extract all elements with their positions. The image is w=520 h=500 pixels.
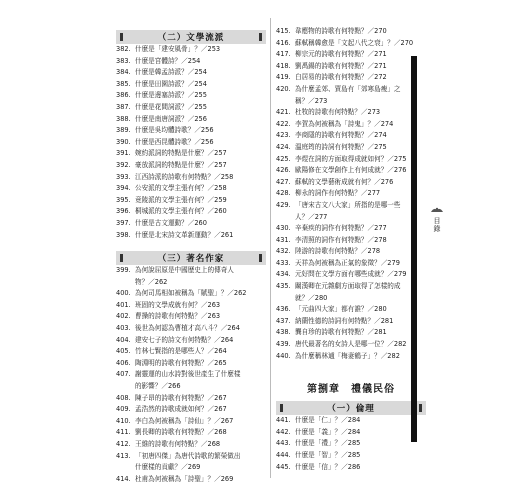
entry-number: 419. xyxy=(276,73,291,82)
toc-entry[interactable] xyxy=(276,269,426,281)
entry-text: 什麼是「仁」？／284 xyxy=(295,416,361,425)
entry-number: 404. xyxy=(116,335,131,344)
toc-entry[interactable] xyxy=(116,67,266,79)
entry-number: 432. xyxy=(276,247,291,256)
entry-number: 386. xyxy=(116,91,131,100)
entry-text: 什麼是西昆體詩歌？／256 xyxy=(135,137,214,146)
entry-number: 413. xyxy=(116,451,131,460)
entry-text-continued: 什麼樣的貢獻？／269 xyxy=(135,463,201,472)
entry-number: 436. xyxy=(276,305,291,314)
entry-number: 400. xyxy=(116,289,131,298)
entry-number: 415. xyxy=(276,27,291,35)
entry-text: 「元曲四大家」都有誰？／280 xyxy=(295,305,387,314)
toc-entry[interactable] xyxy=(276,223,426,235)
entry-number: 429. xyxy=(276,200,291,209)
entry-text: 為什麼稱林逋「梅妻鶴子」？／282 xyxy=(295,351,400,360)
toc-entry[interactable] xyxy=(116,393,266,405)
entry-text: 什麼是南唐詞派？／256 xyxy=(135,114,207,123)
entry-number: 428. xyxy=(276,189,291,198)
entry-number: 431. xyxy=(276,235,291,244)
toc-entry[interactable] xyxy=(116,160,266,172)
entry-text: 竟陵派的文學主張有何？／259 xyxy=(135,195,227,204)
section-title: （二）文學流派 xyxy=(157,33,225,43)
entry-number: 407. xyxy=(116,370,131,379)
entry-text: 什麼是「義」？／284 xyxy=(295,427,361,436)
entry-number: 409. xyxy=(116,405,131,414)
entry-number: 401. xyxy=(116,300,131,309)
entry-text: 什麼是宮體詩？／254 xyxy=(135,56,201,65)
toc-entry[interactable] xyxy=(116,44,266,56)
toc-entry[interactable] xyxy=(276,415,426,427)
entry-text: 柳宗元的詩歌有何特點？／271 xyxy=(295,50,387,59)
toc-entry[interactable] xyxy=(276,177,426,189)
entry-number: 421. xyxy=(276,108,291,117)
entry-text: 「初唐四傑」為唐代詩歌的繁榮做出 xyxy=(135,451,241,460)
toc-entry[interactable] xyxy=(116,56,266,68)
entry-number: 410. xyxy=(116,416,131,425)
toc-entry[interactable] xyxy=(276,200,426,223)
entry-text: 蘇軾的文學藝術成就有何？／276 xyxy=(295,177,394,186)
entry-text: 李煜在詞的方面取得成就如何？／275 xyxy=(295,154,407,163)
toc-entry[interactable] xyxy=(116,335,266,347)
entry-text: 白居易的詩歌有何特點？／272 xyxy=(295,73,387,82)
toc-entry[interactable] xyxy=(276,304,426,316)
entry-text: 曹操的詩歌有何特點？／263 xyxy=(135,312,221,321)
entry-text: 天祥為何被稱為正氣的象徵？／279 xyxy=(295,258,400,267)
entry-text: 為什麼孟郊、賈島有「郊寒島瘦」之 xyxy=(295,84,401,93)
entry-text: 唐代最著名的女詩人是哪一位？／282 xyxy=(295,340,407,349)
entry-number: 427. xyxy=(276,177,291,186)
entry-text: 陳子昂的詩歌有何特點？／267 xyxy=(135,393,227,402)
entry-number: 424. xyxy=(276,142,291,151)
entry-text: 龔自珍的詩歌有何特點？／281 xyxy=(295,328,387,337)
entry-number: 412. xyxy=(116,440,131,448)
entry-number: 389. xyxy=(116,126,131,135)
entry-text: 什麼是花間詞派？／255 xyxy=(135,102,207,111)
column-divider xyxy=(270,18,271,478)
entry-number: 408. xyxy=(116,393,131,402)
toc-entry[interactable] xyxy=(116,323,266,335)
entry-number: 417. xyxy=(276,50,291,59)
entry-text: 什麼是北宋詩文革新運動？／261 xyxy=(135,230,234,239)
entry-text-continued: 人？／277 xyxy=(295,212,328,221)
entry-text: 什麼是邊塞詩派？／255 xyxy=(135,91,207,100)
toc-list-literary-schools xyxy=(116,44,266,241)
toc-entry[interactable] xyxy=(116,439,266,451)
entry-text: 什麼是韓孟詩派？／254 xyxy=(135,68,207,77)
toc-entry[interactable] xyxy=(276,165,426,177)
toc-entry[interactable] xyxy=(276,107,426,119)
entry-text-continued: 就？／280 xyxy=(295,293,328,302)
entry-text: 劉禹錫的詩歌有何特點？／271 xyxy=(295,61,387,70)
entry-text: 李商隱的詩歌有何特點？／274 xyxy=(295,131,387,140)
toc-entry[interactable] xyxy=(276,38,426,50)
toc-entry[interactable] xyxy=(276,235,426,247)
entry-number: 445. xyxy=(276,462,291,471)
section-heading-ethics xyxy=(276,401,426,415)
entry-text: 什麼是古文運動？／260 xyxy=(135,218,207,227)
toc-list-famous-writers xyxy=(116,265,266,485)
entry-number: 442. xyxy=(276,427,291,436)
entry-number: 383. xyxy=(116,56,131,65)
entry-text: 蘇軾稱韓愈是「文起八代之衰」？／270 xyxy=(295,38,414,47)
toc-entry[interactable] xyxy=(276,84,426,107)
entry-text: 韋應物的詩歌有何特點？／270 xyxy=(295,27,387,35)
entry-text: 王維的詩歌有何特點？／268 xyxy=(135,440,221,448)
entry-number: 443. xyxy=(276,439,291,448)
entry-number: 441. xyxy=(276,416,291,425)
entry-text: 李白為何被稱為「詩仙」？／267 xyxy=(135,416,234,425)
entry-number: 422. xyxy=(276,119,291,128)
entry-text: 為何說屈原是中國歷史上的傳奇人 xyxy=(135,266,234,275)
entry-text-continued: 物？／262 xyxy=(135,277,168,286)
entry-number: 411. xyxy=(116,428,131,437)
toc-entry[interactable] xyxy=(276,351,426,363)
toc-entry[interactable] xyxy=(116,183,266,195)
entry-number: 382. xyxy=(116,45,131,53)
toc-entry[interactable] xyxy=(116,404,266,416)
entry-text: 後世為何認為曹植才高八斗？／264 xyxy=(135,324,240,333)
toc-entry[interactable] xyxy=(116,346,266,358)
toc-entry[interactable] xyxy=(276,142,426,154)
toc-entry[interactable] xyxy=(276,130,426,142)
entry-text: 什麼是吳均體詩歌？／256 xyxy=(135,126,214,135)
entry-text: 班固的文學成就有何？／263 xyxy=(135,300,221,309)
toc-entry[interactable] xyxy=(116,148,266,160)
entry-text: 桐城派的文學主張有何？／260 xyxy=(135,207,227,216)
toc-entry[interactable] xyxy=(276,327,426,339)
toc-entry[interactable] xyxy=(116,427,266,439)
entry-text: 婉約派詞的特點是什麼？／257 xyxy=(135,149,227,158)
entry-text: 歐陽修在文學創作上有何成就？／276 xyxy=(295,166,407,175)
entry-text: 陶淵明的詩歌有何特點？／265 xyxy=(135,358,227,367)
entry-text-continued: 稱？／273 xyxy=(295,96,328,105)
toc-entry[interactable] xyxy=(276,281,426,304)
toc-entry[interactable] xyxy=(276,188,426,200)
entry-text: 什麼是「建安風骨」？／253 xyxy=(135,45,221,53)
entry-number: 390. xyxy=(116,137,131,146)
entry-text: 謝靈運的山水詩對後世產生了什麼樣 xyxy=(135,370,241,379)
toc-entry[interactable] xyxy=(116,416,266,428)
entry-text: 關漢卿在元雜劇方面取得了怎樣的成 xyxy=(295,282,401,291)
toc-entry[interactable] xyxy=(116,206,266,218)
ornament-icon xyxy=(430,206,444,214)
entry-text: 李賀為何被稱為「詩鬼」？／274 xyxy=(295,119,394,128)
page-edge-tab xyxy=(411,56,417,442)
side-label xyxy=(430,206,444,237)
entry-number: 426. xyxy=(276,166,291,175)
entry-number: 423. xyxy=(276,131,291,140)
toc-entry[interactable] xyxy=(116,195,266,207)
toc-entry[interactable] xyxy=(116,230,266,242)
toc-entry[interactable] xyxy=(116,265,266,288)
chapter-title: 第捌章 禮儀民俗 xyxy=(307,384,395,396)
left-column xyxy=(116,30,266,485)
toc-entry[interactable] xyxy=(276,438,426,450)
entry-number: 391. xyxy=(116,149,131,158)
entry-number: 406. xyxy=(116,358,131,367)
entry-number: 434. xyxy=(276,270,291,279)
entry-text: 杜甫為何被稱為「詩聖」？／269 xyxy=(135,474,234,483)
toc-entry[interactable] xyxy=(276,154,426,166)
entry-number: 430. xyxy=(276,224,291,233)
entry-number: 420. xyxy=(276,84,291,93)
entry-number: 397. xyxy=(116,218,131,227)
entry-number: 387. xyxy=(116,102,131,111)
section-heading-famous-writers xyxy=(116,251,266,265)
entry-number: 388. xyxy=(116,114,131,123)
entry-text: 柳永的詞作有何特點？／277 xyxy=(295,189,381,198)
entry-number: 405. xyxy=(116,347,131,356)
right-column xyxy=(276,26,426,473)
toc-entry[interactable] xyxy=(276,26,426,38)
toc-list-writers-continued xyxy=(276,26,426,362)
entry-number: 418. xyxy=(276,61,291,70)
entry-number: 393. xyxy=(116,172,131,181)
entry-number: 402. xyxy=(116,312,131,321)
toc-entry[interactable] xyxy=(276,316,426,328)
entry-text: 什麼是「禮」？／285 xyxy=(295,439,361,448)
toc-entry[interactable] xyxy=(116,114,266,126)
entry-text: 劉長卿的詩歌有何特點？／268 xyxy=(135,428,227,437)
entry-text: 竹林七賢指的是哪些人？／264 xyxy=(135,347,227,356)
entry-number: 392. xyxy=(116,160,131,169)
toc-entry[interactable] xyxy=(116,311,266,323)
toc-entry[interactable] xyxy=(276,427,426,439)
entry-text: 納蘭性德的詩詞有何特點？／281 xyxy=(295,316,394,325)
toc-entry[interactable] xyxy=(116,218,266,230)
entry-text: 杜牧的詩歌有何特點？／273 xyxy=(295,108,381,117)
section-heading-literary-schools xyxy=(116,30,266,44)
entry-number: 398. xyxy=(116,230,131,239)
entry-number: 425. xyxy=(276,154,291,163)
toc-entry[interactable] xyxy=(116,300,266,312)
entry-number: 435. xyxy=(276,282,291,291)
toc-entry[interactable] xyxy=(276,339,426,351)
entry-number: 395. xyxy=(116,195,131,204)
entry-number: 394. xyxy=(116,184,131,193)
entry-number: 385. xyxy=(116,79,131,88)
entry-text: 李清照的詞作有何特點？／278 xyxy=(295,235,387,244)
entry-text: 為何司馬相如被稱為「賦聖」？／262 xyxy=(135,289,247,298)
toc-entry[interactable] xyxy=(276,258,426,270)
entry-text: 陸游的詩歌有何特點？／278 xyxy=(295,247,381,256)
entry-number: 384. xyxy=(116,68,131,77)
toc-entry[interactable] xyxy=(116,137,266,149)
entry-number: 414. xyxy=(116,474,131,483)
entry-number: 433. xyxy=(276,258,291,267)
toc-entry[interactable] xyxy=(116,451,266,474)
entry-number: 416. xyxy=(276,38,291,47)
entry-text: 「唐宋古文八大家」所指的是哪一些 xyxy=(295,200,401,209)
section-title: （三）著名作家 xyxy=(157,254,225,265)
toc-list-ethics xyxy=(276,415,426,473)
entry-number: 444. xyxy=(276,451,291,459)
toc-entry[interactable] xyxy=(116,358,266,370)
toc-entry[interactable] xyxy=(116,90,266,102)
toc-entry[interactable] xyxy=(276,450,426,462)
entry-text-continued: 的影響？／266 xyxy=(135,382,181,391)
toc-entry[interactable] xyxy=(276,49,426,61)
entry-text: 建安七子的詩文有何特點？／264 xyxy=(135,335,234,344)
entry-number: 437. xyxy=(276,316,291,325)
entry-number: 399. xyxy=(116,266,131,275)
entry-text: 溫庭筠的詩詞有何特點？／275 xyxy=(295,142,387,151)
toc-entry[interactable] xyxy=(276,61,426,73)
entry-number: 439. xyxy=(276,340,291,349)
toc-entry[interactable] xyxy=(116,474,266,486)
toc-entry[interactable] xyxy=(116,102,266,114)
toc-entry[interactable] xyxy=(276,462,426,474)
section-title: （一）倫理 xyxy=(327,404,375,415)
entry-text: 什麼是「智」？／285 xyxy=(295,451,361,459)
toc-entry[interactable] xyxy=(276,72,426,84)
toc-entry[interactable] xyxy=(116,172,266,184)
entry-number: 440. xyxy=(276,351,291,360)
toc-entry[interactable] xyxy=(116,288,266,300)
entry-text: 豪放派詞的特點是什麼？／257 xyxy=(135,160,227,169)
toc-entry[interactable] xyxy=(276,119,426,131)
toc-entry[interactable] xyxy=(116,369,266,392)
entry-text: 辛棄疾的詞作有何特點？／277 xyxy=(295,224,387,233)
entry-text: 公安派的文學主張有何？／258 xyxy=(135,184,227,193)
entry-text: 孟浩然的詩歌成就如何？／267 xyxy=(135,405,227,414)
entry-text: 什麼是田園詩派？／254 xyxy=(135,79,207,88)
toc-entry[interactable] xyxy=(116,79,266,91)
side-label-text: 目錄 xyxy=(433,217,441,233)
entry-text: 元好問在文學方面有哪些成就？／279 xyxy=(295,270,407,279)
entry-number: 396. xyxy=(116,207,131,216)
entry-text: 什麼是「信」？／286 xyxy=(295,462,361,471)
toc-entry[interactable] xyxy=(116,125,266,137)
entry-number: 403. xyxy=(116,324,131,333)
entry-text: 江西詩派的詩歌有何特點？／258 xyxy=(135,172,234,181)
toc-entry[interactable] xyxy=(276,246,426,258)
entry-number: 438. xyxy=(276,328,291,337)
